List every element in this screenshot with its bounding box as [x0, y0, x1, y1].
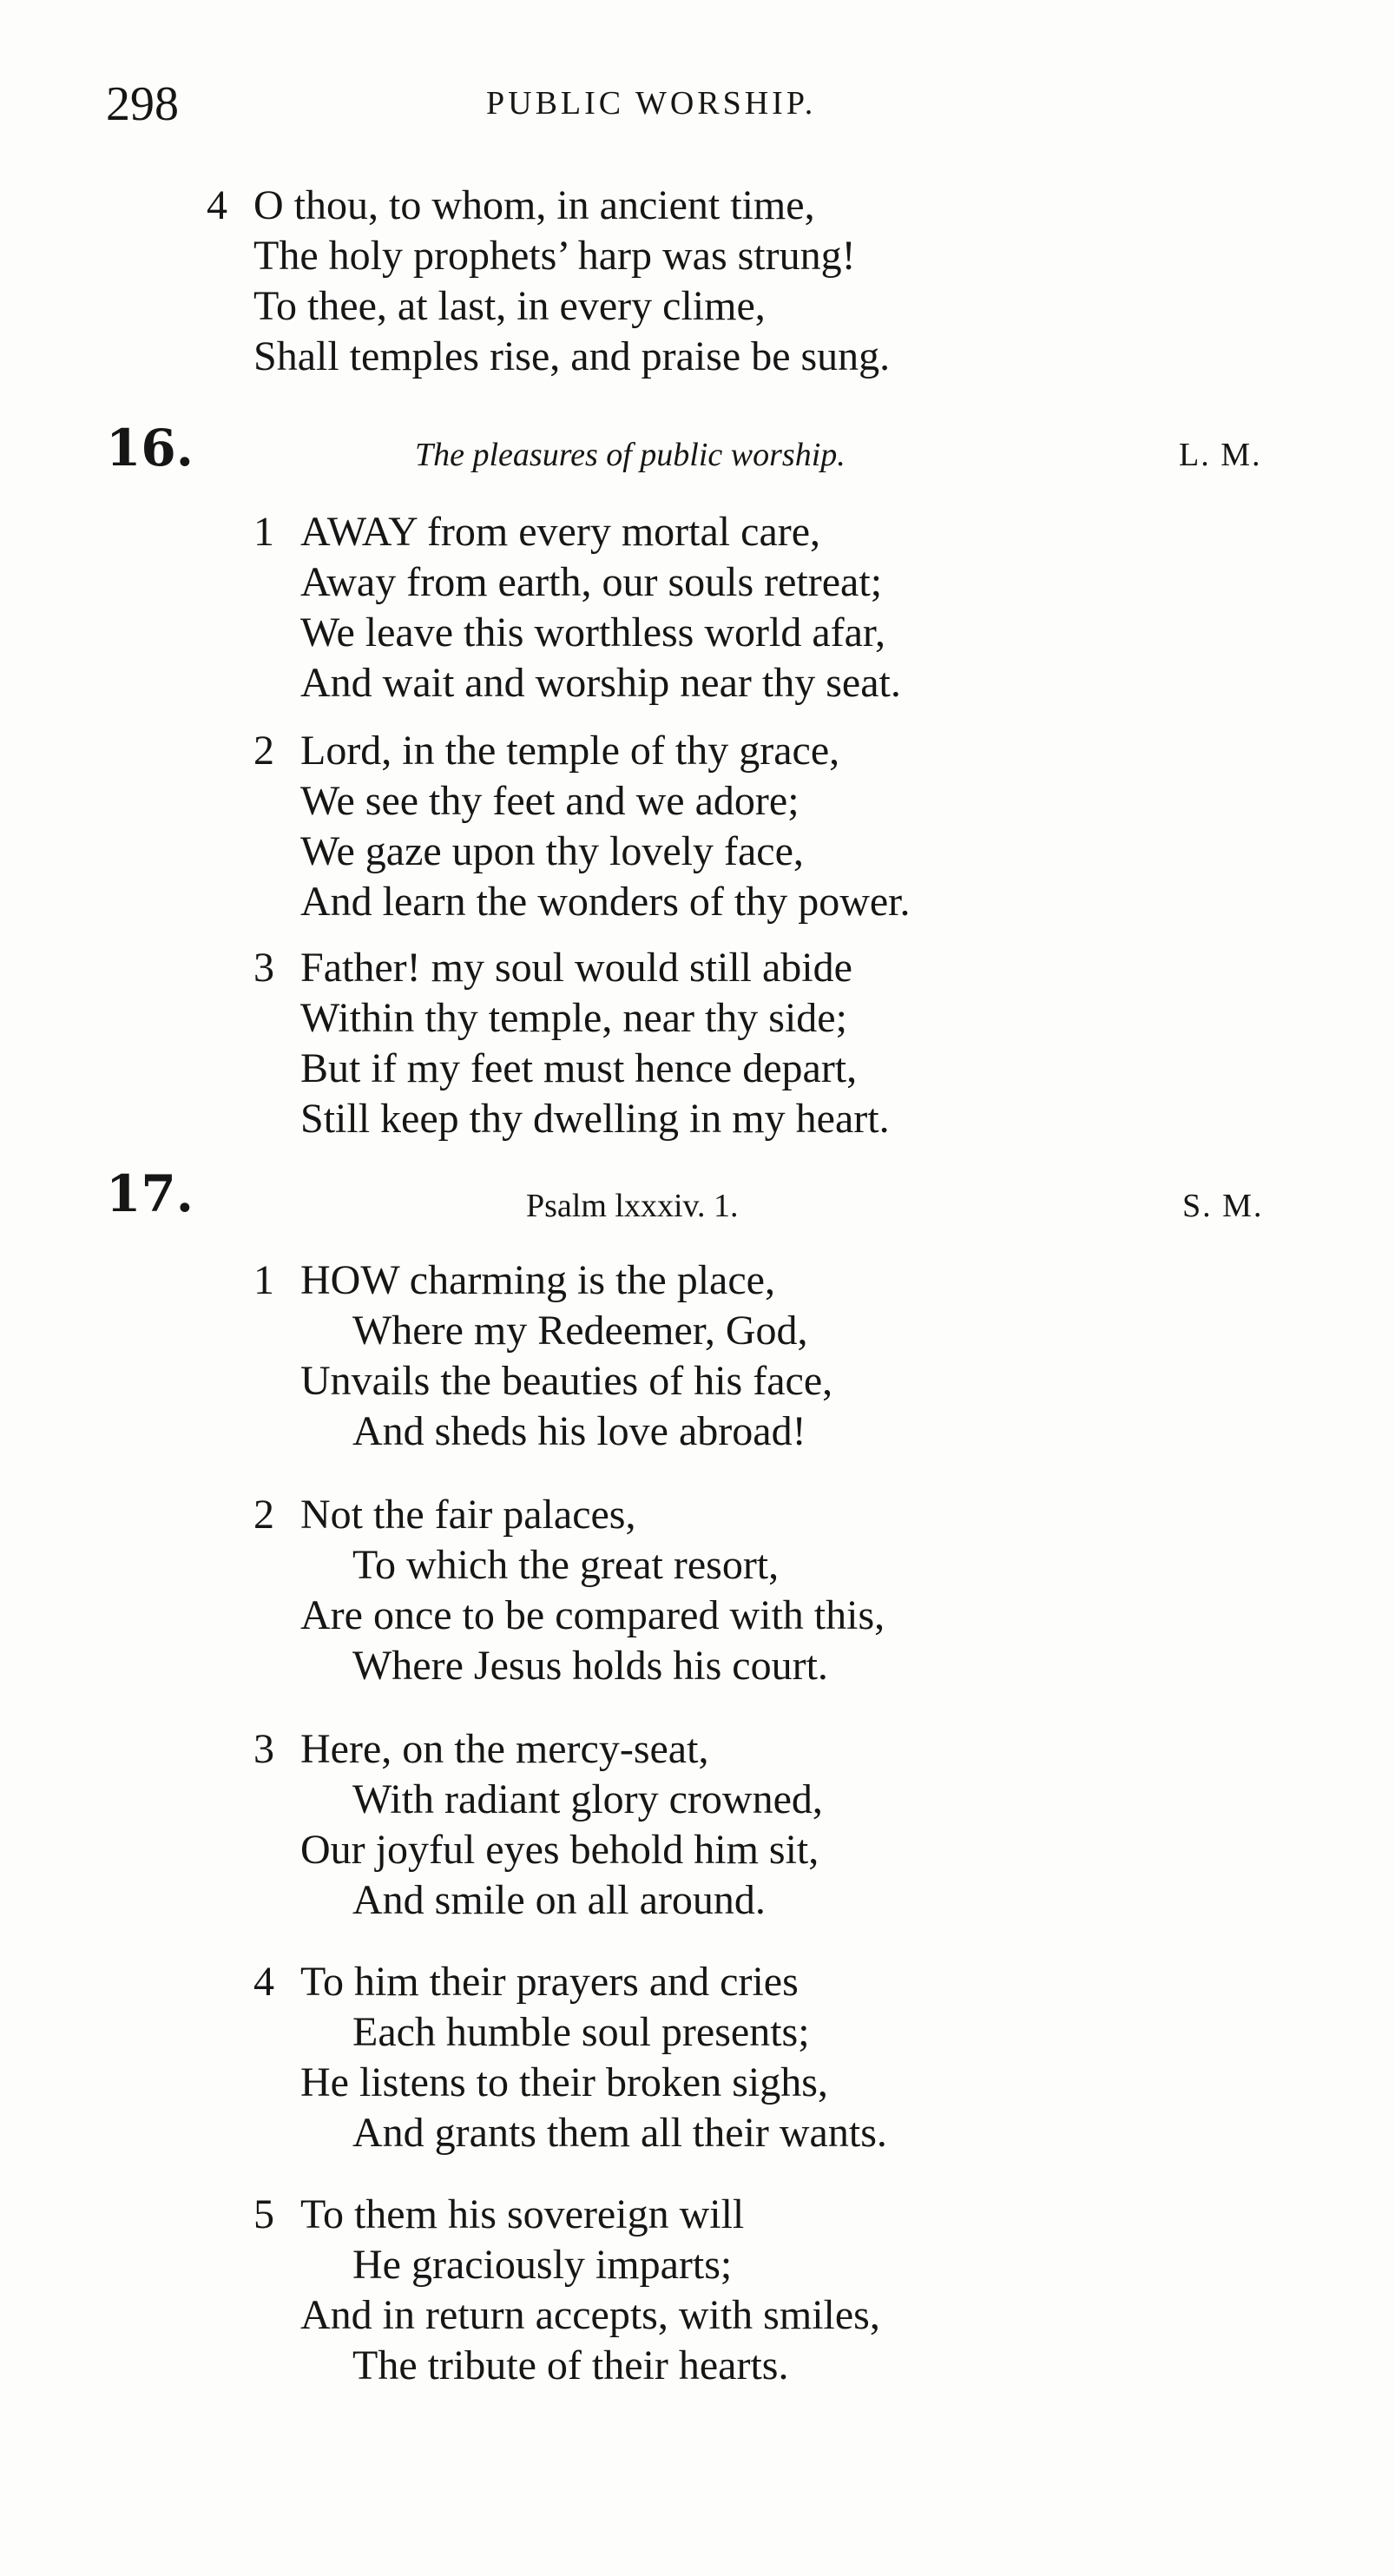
stanza-line: Shall temples rise, and praise be sung.	[253, 333, 891, 379]
stanza	[207, 181, 890, 382]
stanza-line	[253, 1724, 823, 1775]
stanza-line: Our joyful eyes behold him sit,	[300, 1827, 819, 1873]
stanza-line	[253, 1490, 885, 1540]
line-text: To him their prayers and cries	[300, 1959, 799, 2005]
hymn-meter: S. M.	[1182, 1188, 1264, 1224]
line-text: Here, on the mercy-seat,	[300, 1726, 709, 1772]
stanza-number: 3	[253, 1726, 274, 1772]
line-text: HOW charming is the place,	[300, 1257, 775, 1303]
stanza-line: Still keep thy dwelling in my heart.	[300, 1096, 890, 1142]
stanza-line: Unvails the beauties of his face,	[300, 1358, 833, 1404]
stanza-line: Each humble soul presents;	[352, 2009, 810, 2055]
stanza-line: To which the great resort,	[352, 1542, 780, 1588]
stanza-line: The tribute of their hearts.	[352, 2342, 789, 2388]
stanza-number: 1	[253, 509, 274, 555]
stanza	[253, 1957, 887, 2158]
line-text: To them his sovereign will	[300, 2191, 745, 2237]
stanza-line: And sheds his love abroad!	[352, 1408, 806, 1454]
stanza	[253, 726, 911, 927]
stanza-number: 5	[253, 2191, 274, 2237]
stanza-number: 4	[253, 1959, 274, 2005]
hymn-title: The pleasures of public worship.	[415, 437, 846, 473]
stanza-line: He listens to their broken sighs,	[300, 2059, 828, 2105]
stanza-line	[253, 1255, 832, 1306]
stanza-line: And in return accepts, with smiles,	[300, 2292, 880, 2338]
stanza-line: Where Jesus holds his court.	[352, 1643, 828, 1689]
stanza-line	[207, 281, 890, 332]
stanza-line: We gaze upon thy lovely face,	[300, 828, 804, 874]
stanza-line	[253, 2190, 880, 2240]
stanza-line: And grants them all their wants.	[352, 2110, 887, 2156]
stanza-line	[253, 943, 890, 993]
page-number: 298	[106, 77, 179, 131]
line-text: Not the fair palaces,	[300, 1492, 636, 1538]
stanza	[253, 1724, 823, 1926]
stanza-number: 3	[253, 945, 274, 991]
stanza-line: With radiant glory crowned,	[352, 1776, 823, 1822]
stanza-line: We see thy feet and we adore;	[300, 778, 799, 824]
stanza-line: He graciously imparts;	[352, 2242, 733, 2288]
stanza	[253, 2190, 880, 2391]
line-text: AWAY from every mortal care,	[300, 509, 821, 555]
stanza	[253, 1255, 832, 1457]
stanza-line: And smile on all around.	[352, 1877, 766, 1923]
stanza-line: And learn the wonders of thy power.	[300, 879, 911, 925]
stanza-number: 2	[253, 1492, 274, 1538]
stanza-line	[253, 1957, 887, 2007]
stanza	[253, 1490, 885, 1691]
stanza-line: Where my Redeemer, God,	[352, 1308, 808, 1354]
line-text: To thee, at last, in every clime,	[253, 283, 766, 329]
stanza-line	[253, 726, 911, 776]
stanza-line: The holy prophets’ harp was strung!	[253, 233, 856, 279]
stanza-number: 2	[253, 728, 274, 774]
stanza-line: Are once to be compared with this,	[300, 1592, 885, 1638]
stanza-line	[207, 181, 890, 231]
stanza	[253, 943, 890, 1144]
stanza-line: Away from earth, our souls retreat;	[300, 559, 883, 605]
stanza-line: We leave this worthless world afar,	[300, 609, 885, 656]
line-text: O thou, to whom, in ancient time,	[253, 182, 815, 228]
stanza-number: 4	[207, 182, 227, 228]
running-head: PUBLIC WORSHIP.	[486, 85, 817, 122]
hymn-number: 16.	[106, 418, 194, 478]
hymn-number: 17.	[106, 1164, 194, 1223]
hymn-title: Psalm lxxxiv. 1.	[526, 1188, 739, 1224]
stanza-number: 1	[253, 1257, 274, 1303]
stanza-line: Within thy temple, near thy side;	[300, 995, 847, 1041]
hymn-meter: L. M.	[1179, 437, 1262, 473]
stanza-line: But if my feet must hence depart,	[300, 1045, 858, 1091]
line-text: Lord, in the temple of thy grace,	[300, 728, 840, 774]
stanza-line: And wait and worship near thy seat.	[300, 660, 901, 706]
stanza	[253, 507, 901, 708]
stanza-line	[253, 507, 901, 557]
line-text: Father! my soul would still abide	[300, 945, 852, 991]
